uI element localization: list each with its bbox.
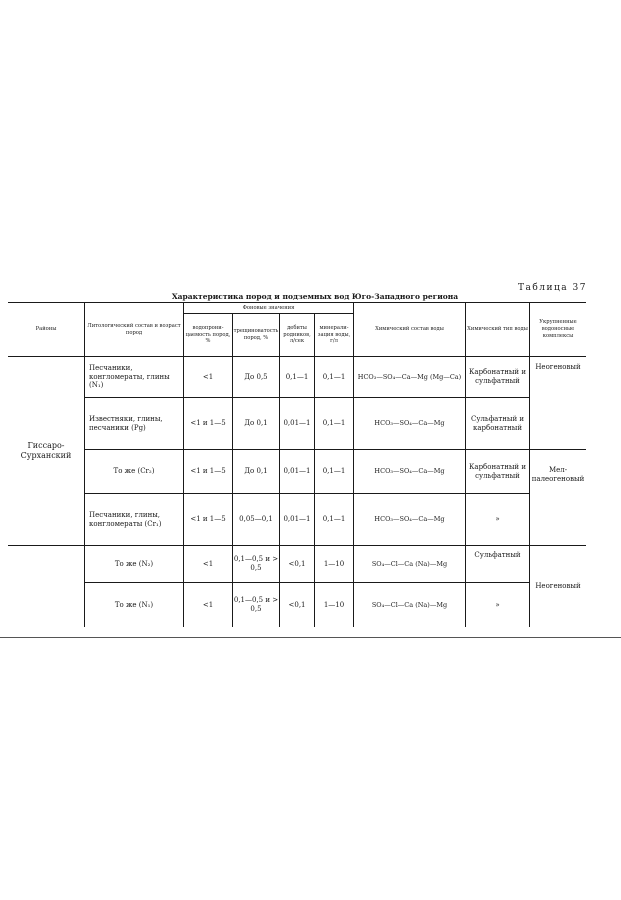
row-2-permeability: <1 и 1—5 xyxy=(190,419,226,428)
row-2-fracturing: До 0,1 xyxy=(244,419,268,428)
header-fracturing: трещиноватость пород, % xyxy=(233,328,279,341)
row-6-type: » xyxy=(495,600,500,609)
complex-3: Неогеновый xyxy=(535,582,581,591)
row-6-yield: <0,1 xyxy=(288,600,306,609)
row-6-permeability: <1 xyxy=(202,600,214,609)
row-3-fracturing: До 0,1 xyxy=(244,467,268,476)
row-2-type: Сульфатный и карбонатный xyxy=(470,414,525,432)
row-5-fracturing: 0,1—0,5 и > 0,5 xyxy=(233,555,279,572)
page-divider xyxy=(0,637,621,638)
header-complex: Укрупненные водоносные комплексы xyxy=(539,319,577,339)
row-2-mineralization: 0,1—1 xyxy=(322,419,346,428)
row-6-lithology: То же (N₁) xyxy=(114,600,154,609)
row-1-mineralization: 0,1—1 xyxy=(322,372,346,381)
row-4-chemical: HCO₃—SO₄—Ca—Mg xyxy=(374,515,445,524)
header-physical-group: Фоновые значения xyxy=(242,304,295,311)
complex-1: Неогеновый xyxy=(535,362,581,371)
header-chem-type: Химический тип воды xyxy=(467,326,528,333)
row-1-yield: 0,1—1 xyxy=(285,372,309,381)
row-1-permeability: <1 xyxy=(202,372,214,381)
row-5-permeability: <1 xyxy=(202,559,214,568)
row-1-chemical: HCO₃—SO₄—Ca—Mg (Mg—Ca) xyxy=(357,372,462,381)
row-3-lithology: То же (Cr₂) xyxy=(113,467,155,476)
row-4-yield: 0,01—1 xyxy=(283,515,311,524)
header-mineralization: минерали-зация воды, г/л xyxy=(317,324,351,345)
header-lithology: Литологический состав и возраст пород xyxy=(87,322,181,336)
row-2-chemical: HCO₃—SO₄—Ca—Mg xyxy=(374,419,445,428)
region-cell: Гиссаро-Сурханский xyxy=(20,441,72,460)
row-2-yield: 0,01—1 xyxy=(283,419,311,428)
header-regions: Районы xyxy=(35,326,57,333)
row-6-chemical: SO₄—Cl—Ca (Na)—Mg xyxy=(371,600,448,609)
row-4-type: » xyxy=(495,515,500,524)
row-5-type: Сульфатный xyxy=(474,550,521,559)
row-6-fracturing: 0,1—0,5 и > 0,5 xyxy=(233,596,279,613)
row-2-lithology: Известняки, глины, песчаники (Pg) xyxy=(89,414,163,432)
row-1-lithology: Песчаники, конгломераты, глины (N₁) xyxy=(89,363,170,390)
row-4-lithology: Песчаники, глины, конгломераты (Cr₁) xyxy=(89,510,162,528)
row-4-fracturing: 0,05—0,1 xyxy=(239,515,273,524)
row-5-lithology: То же (N₂) xyxy=(114,559,154,568)
row-5-mineralization: 1—10 xyxy=(323,559,345,568)
table-title: Характеристика пород и подземных вод Юго-Западного региона xyxy=(171,292,459,301)
complex-2: Мел-палеогеновый xyxy=(531,466,585,483)
row-3-chemical: HCO₃—SO₄—Ca—Mg xyxy=(374,467,445,476)
row-3-type: Карбонатный и сульфатный xyxy=(468,462,526,480)
row-5-chemical: SO₄—Cl—Ca (Na)—Mg xyxy=(371,559,448,568)
row-3-mineralization: 0,1—1 xyxy=(322,467,346,476)
table-number: Таблица 37 xyxy=(518,283,587,293)
row-6-mineralization: 1—10 xyxy=(323,600,345,609)
header-permeability: водопрони-цаемость пород, % xyxy=(185,324,231,345)
row-4-mineralization: 0,1—1 xyxy=(322,515,346,524)
row-4-permeability: <1 и 1—5 xyxy=(190,515,226,524)
row-1-fracturing: До 0,5 xyxy=(244,372,268,381)
header-yield: дебиты родников, л/сек xyxy=(283,324,311,345)
row-3-yield: 0,01—1 xyxy=(283,467,311,476)
row-1-type: Карбонатный и сульфатный xyxy=(468,368,526,385)
header-chemical: Химический состав воды xyxy=(375,326,444,333)
row-5-yield: <0,1 xyxy=(288,559,306,568)
row-3-permeability: <1 и 1—5 xyxy=(190,467,226,476)
